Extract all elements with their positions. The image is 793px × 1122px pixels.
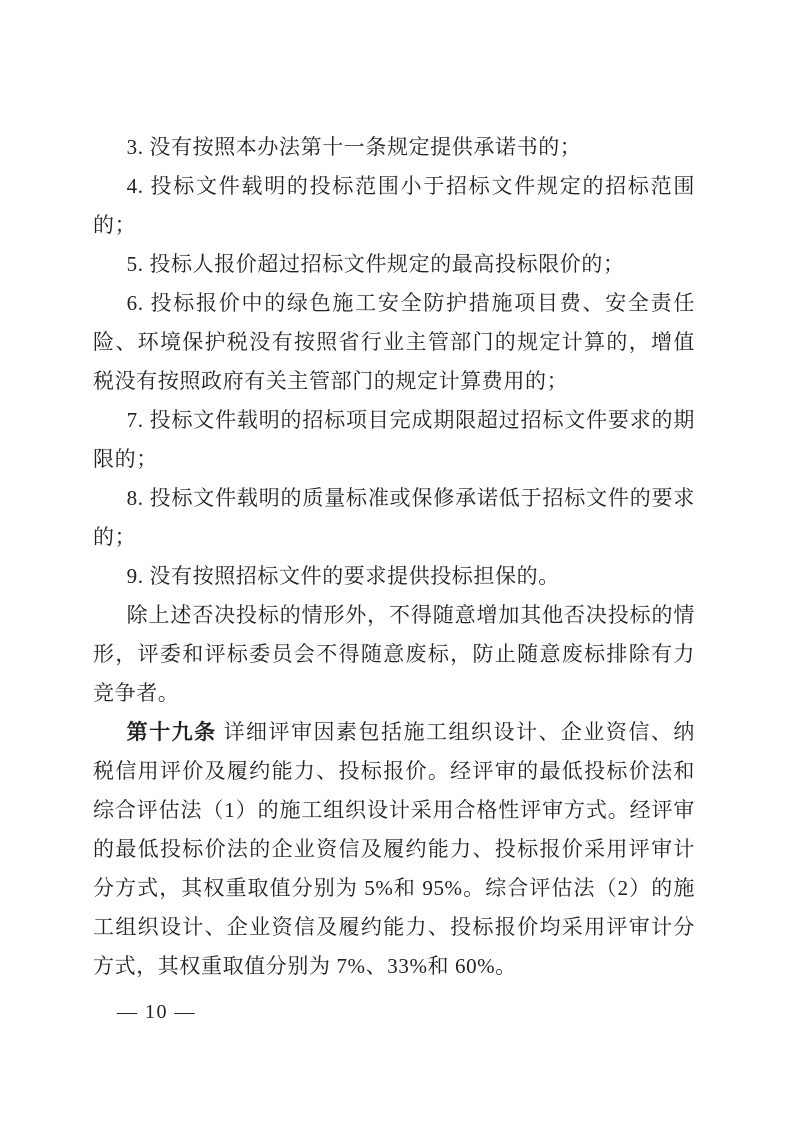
clause-item-4: 4. 投标文件载明的投标范围小于招标文件规定的招标范围的； xyxy=(93,174,695,237)
clause-item-6: 6. 投标报价中的绿色施工安全防护措施项目费、安全责任险、环境保护税没有按照省行业主管部门的规定计算的，增值税没有按照政府有关主管部门的规定计算费用的； xyxy=(93,291,695,393)
article-19-number: 第十九条 xyxy=(126,720,217,744)
clause-item-7: 7. 投标文件载明的招标项目完成期限超过招标文件要求的期限的； xyxy=(93,408,695,471)
article-19-text: 详细评审因素包括施工组织设计、企业资信、纳税信用评价及履约能力、投标报价。经评审的最低投标价法和综合评估法（1）的施工组织设计采用合格性评审方式。经评审的最低投标价法的企业资信及履约能力、投标报价采用评审计分方式，其权重取值分别为 5%和 95%。综合评估法（2）的施工组织设计、企业资信及履约能力、投标报价均采用评审计分方式，其权重取值分别为 7%、33%和 60%。 xyxy=(93,720,695,978)
clause-item-9: 9. 没有按照招标文件的要求提供投标担保的。 xyxy=(126,564,560,588)
page-footer xyxy=(117,1001,196,1024)
paragraph-no-arbitrary-rejection: 除上述否决投标的情形外，不得随意增加其他否决投标的情形，评委和评标委员会不得随意废标，防止随意废标排除有力竞争者。 xyxy=(93,603,695,705)
clause-item-5: 5. 投标人报价超过招标文件规定的最高投标限价的； xyxy=(126,252,625,276)
paragraph-article-19 xyxy=(93,713,695,986)
clause-item-3: 3. 没有按照本办法第十一条规定提供承诺书的； xyxy=(126,135,582,159)
clause-item-8: 8. 投标文件载明的质量标准或保修承诺低于招标文件的要求的； xyxy=(93,486,695,549)
page-number: — 10 — xyxy=(117,1001,196,1023)
document-body xyxy=(93,128,695,986)
